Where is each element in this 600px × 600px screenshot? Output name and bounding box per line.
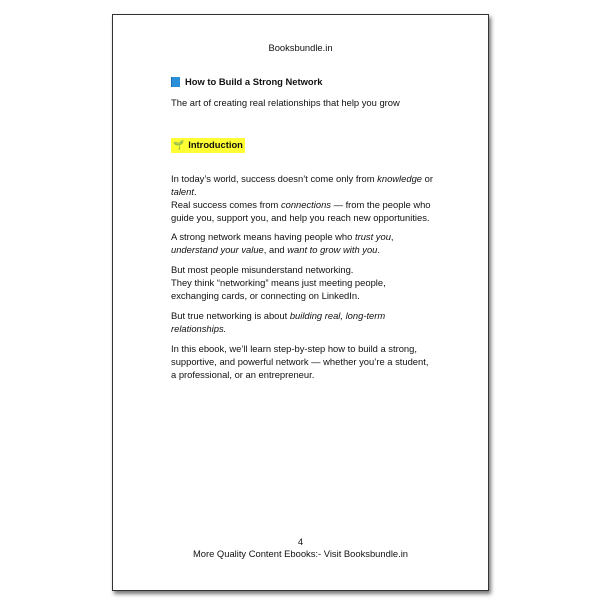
paragraph-3 — [171, 264, 386, 303]
paragraph-5 — [171, 343, 428, 382]
text-segment: , — [390, 231, 394, 242]
text-segment: . — [377, 243, 381, 255]
title-text: How to Build a Strong Network — [185, 76, 323, 87]
section-heading — [171, 138, 245, 153]
paragraph-1 — [171, 173, 433, 225]
page-number: 4 — [297, 536, 304, 547]
text-segment: knowledge — [377, 173, 422, 184]
page-title — [171, 76, 323, 89]
page-header: Booksbundle.in — [268, 42, 333, 53]
text-segment: want to grow with you — [287, 243, 378, 255]
text-segment: trust you — [354, 231, 391, 242]
text-segment: — from the people who — [330, 198, 431, 210]
sprout-icon: 🌱 — [173, 140, 185, 150]
text-segment: , and — [263, 243, 288, 255]
text-segment: . — [193, 185, 197, 197]
text-segment: guide you, support you, and help you reach new opportunities. — [171, 211, 430, 223]
text-segment: Real success comes from — [171, 198, 281, 210]
text-segment: exchanging cards, or connecting on LinkedIn. — [171, 289, 360, 301]
text-segment: A strong network means having people who — [171, 231, 355, 242]
text-segment: understand your value — [171, 243, 264, 255]
text-segment: In this ebook, we’ll learn step-by-step how to build a strong, — [171, 343, 417, 354]
text-segment: a professional, or an entrepreneur. — [171, 368, 315, 380]
book-icon — [171, 77, 180, 87]
text-segment: But true networking is about — [171, 310, 290, 321]
text-segment: But most people misunderstand networking. — [171, 264, 354, 275]
text-segment: building real, long-term — [289, 310, 386, 321]
text-segment: relationships. — [171, 322, 227, 334]
section-heading-text: Introduction — [188, 139, 243, 150]
text-segment: supportive, and powerful network — whether you’re a student, — [171, 355, 429, 367]
text-segment: or — [422, 173, 433, 184]
paragraph-2 — [171, 231, 394, 257]
subtitle: The art of creating real relationships that help you grow — [171, 97, 400, 108]
text-segment: In today’s world, success doesn’t come only from — [171, 173, 378, 184]
footer-text: More Quality Content Ebooks:- Visit Booksbundle.in — [192, 548, 409, 559]
text-segment: connections — [280, 198, 331, 210]
text-segment: talent — [171, 185, 194, 197]
paragraph-4 — [171, 310, 385, 336]
text-segment: They think “networking” means just meeting people, — [171, 276, 386, 288]
